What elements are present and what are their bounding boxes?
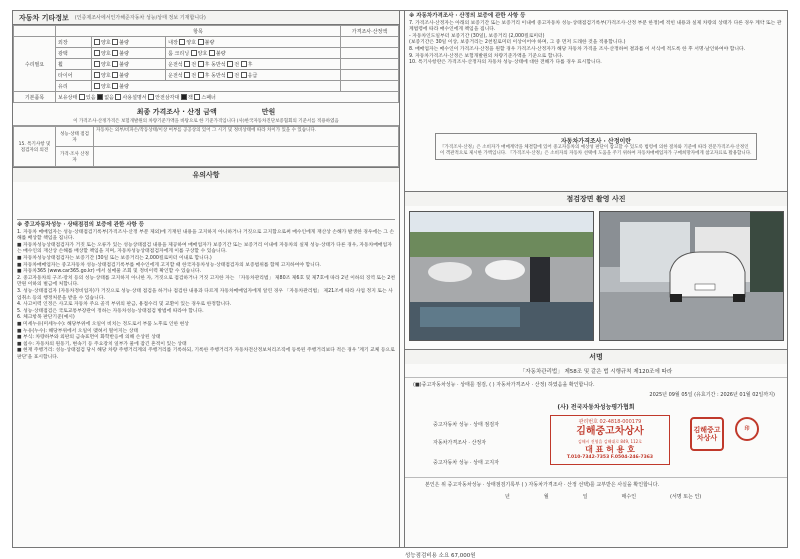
checkbox[interactable] <box>112 61 118 67</box>
checkbox[interactable] <box>94 50 100 56</box>
checkbox[interactable] <box>112 39 118 45</box>
checkbox[interactable] <box>94 83 100 89</box>
checkbox[interactable] <box>148 94 154 100</box>
left-notice: ※ 중고자동차성능 · 상태점검의 보증에 관한 사항 등 1. 자동차 매매업자는 성능·상태점검기록부(가격조사·산정 부분 제외)에 기재된 내용을 고지하지 아니하거나 거짓으로 고지함으로써 매수인에게 재산상 손해가 발생한 경우에는 그 손해를 배상할 책임을 집니다. ■ 자동차성능상태점검자가 거짓 또는 오류가 있는 성능상태점검 내용을 제공하여 매매업자가 보증기간 또는 보증거리 이내에 자동차의 실제 성능·상태가 다른 경우, 자동차매매업자는 매수인의 재산상 손해를 배상할 책임을 지며, 자동차성능상태점검자에게 이를 구상할 수 있습니다. ■ 자동차성능상태점검자는 보증기간 (30일 또는 보증거리는 2,000킬로미터 이내로 합니다.) ■ 자동차매매업자는 중고자동차 성능·상태점검기록부를 매수인에게 고지할 때 한국자동차성능·상태점검자의 보증범위를 함께 고지하여야 합니다. ■ 자동차365 (www.car365.go.kr) 에서 실매물 조회 및 정비이력 확인할 수 있습니다. 2. 중고자동차의 구조·장치 등의 성능·상태를 고지하지 아니한 자, 거짓으로 점검하거나 거짓 고지한 자는 「자동차관리법」 제80조 제6호 및 제7호에 따라 2년 이하의 징역 또는 2천만원 이하의 벌금에 처합니다. 3. 성능·상태점검자 (자동차정비업자)가 거짓으로 성능·상태 점검을 하거나 점검한 내용과 다르게 자동차매매업자에게 알린 경우 「자동차관리법」 제21조에 따라 사업 정지 또는 사업취소 등의 행정처분을 받을 수 있습니다. 4. 사고이력 인정은 사고로 자동차 주요 골격 부위의 판금, 용접수리 및 교환이 있는 경우로 한정합니다. 5. 성능·상태점검은 국토교통부장관이 정하는 자동차성능·상태점검 방법에 따라야 합니다. 6. 체크항목 판단기준(예시) ■ 미세누유(미세누수): 해당부위에 오일이 비치는 정도로서 부품 노후로 인한 현상 ■ 누유(누수): 해당부위에서 오일이 맺혀서 떨어지는 상태 ■ 부식: 차량하부와 외판의 금속표면이 화학반응에 의해 손상된 상태 ■ 침수: 자동차의 원동기, 변속기 등 주요장치 일부가 물에 잠긴 흔적이 있는 상태 ■ 현재 주행거리: 성능·상태점검 당시 해당 차량 주행거리계의 주행거리를 기록하되, 기록한 주행거리가 자동차전산정보처리조직에 등록된 주행거리보다 적은 경우 '계기 교체 등으로 판단'을 표시합니다. <box>17 219 395 361</box>
checkbox[interactable] <box>94 39 100 45</box>
round-seal-icon: 印 <box>735 417 759 441</box>
col-header-result: 가격조사·산정액 <box>341 26 399 37</box>
checkbox[interactable] <box>115 94 121 100</box>
car-garage-photo-icon <box>600 212 784 341</box>
checkbox[interactable] <box>97 94 103 100</box>
checkbox[interactable] <box>112 83 118 89</box>
checkbox[interactable] <box>191 50 197 56</box>
checkbox[interactable] <box>241 72 247 78</box>
basic-items-label: 기본품목 <box>14 92 56 103</box>
price-definition-box: 자동차가격조사 · 산정이란 『가격조사·산정』은 소비자가 매매계약을 체결함에 있어 중고자동차의 예상성 판단이 참고할 수 있도록 법령에 의한 절차와 기준에 따라 전문가격조사·산정인이 객관적으로 제시한 가액입니다. 『가격조사·산정』은 소비자의 자동차 선택에 도움을 주기 위하여 자동차매매업자가 구매희망자에게 참고자료로 활용합니다. <box>435 133 757 160</box>
left-column <box>13 11 400 547</box>
special-notes-table: 15. 특기사항 및 점검자의 의견 성능·상태 점검자 자동차는 외부/비파손/작동상태/이상 여부를 공공상의 있어 그 시기 및 정비상태에 따라 차이가 있을 수 있습니다. 가격·조사 산정자 <box>13 126 399 167</box>
repair-group-label: 수리필요 <box>14 37 56 92</box>
company-seal: 김해중고차상사 <box>690 417 724 451</box>
checkbox[interactable] <box>184 72 190 78</box>
right-column <box>404 11 787 547</box>
checkbox[interactable] <box>79 94 85 100</box>
inspection-photo-right <box>599 211 784 341</box>
inspection-record-sheet <box>12 10 788 559</box>
checkbox[interactable] <box>241 61 247 67</box>
footer-fee: 성능점검비용 소요 67,000원 <box>405 553 476 559</box>
checkbox[interactable] <box>179 39 185 45</box>
sign-title: 서명 <box>405 349 787 364</box>
col-header-item: 항목 <box>56 26 341 37</box>
inspection-photo-left <box>409 211 594 341</box>
checkbox[interactable] <box>198 61 204 67</box>
checkbox[interactable] <box>184 61 190 67</box>
repair-table: 항목 가격조사·산정액 수리필요 외장 양호 불량 내장 양호 불량 광택 양호 불량 룸 크리닝 양호 불량 휠 양호 불량 운전석 전 후 동반석 전 후 타이어 양호 불량 운전석 전 후 동반석 전 응급 유리 양호 불량 기본품목 보유상태 있음 없음 사용설명서 안전삼각대 잭 스패너 <box>13 25 399 103</box>
checkbox[interactable] <box>94 72 100 78</box>
checkbox[interactable] <box>198 39 204 45</box>
checkbox[interactable] <box>198 72 204 78</box>
final-price: 최종 가격조사 · 산정 금액 만원 <box>136 108 276 116</box>
checkbox[interactable] <box>209 50 215 56</box>
signers: 중고자동차 성능 · 상태 점검자 자동차가격조사 · 산정자 중고자동차 성능 · 상태 고지자 관리번호 02-4818-000179 김해중고차상사 김해시 진영읍 김해대로 849, 112호 대 표 허 용 호 T.010-7342-7353 F.0504-246-7363 김해중고차상사 印 <box>405 413 787 477</box>
caution-title: 유의사항 <box>13 167 399 182</box>
checkbox[interactable] <box>112 72 118 78</box>
receipt-line: 년 월 일 매수인 (서명 또는 인) <box>505 494 702 500</box>
checkbox[interactable] <box>181 94 187 100</box>
other-info-header: 자동차 기타정보 (인증제조사에서인가해준자동차 성능/상태 정보 기재합니다) <box>13 11 399 25</box>
price-note: 이 가격조사·산정가격은 보험개발원의 차량기준가액을 바탕으로 한 기준가격입니다 (사)한국자동차진단보증협회의 기준서를 적용하였음 <box>13 119 399 126</box>
car-lift-photo-icon <box>410 212 594 341</box>
photo-title: 점검장면 촬영 사진 <box>405 191 787 206</box>
dealer-stamp: 관리번호 02-4818-000179 김해중고차상사 김해시 진영읍 김해대로 849, 112호 대 표 허 용 호 T.010-7342-7353 F.0504-246-7363 <box>550 415 670 465</box>
sign-block: 「자동차관리법」 제58조 및 같은 법 시행규칙 제120조에 따라 (■)중고자동차성능 · 상태를 점검, ( ) 자동차가격조사 · 산정) 하였음을 확인합니다. 2025년 09월 05일 (유효기간 : 2026년 01월 02일까지) (사) 전국자동차성능평가협회 중고자동차 성능 · 상태 점검자 자동차가격조사 · 산정자 중고자동차 성능 · 상태 고지자 관리번호 02-4818-000179 김해중고차상사 김해시 진영읍 김해대로 849, 112호 대 표 허 용 호 T.010-7342-7353 F.0504-246-7363 김해중고차상사 印 본인은 위 중고자동차성능 · 상태점검기록부 ( ) 자동차가격조사 · 산정 선택)를 교부받은 사실을 확인합니다. 년 월 일 매수인 (서명 또는 인) <box>405 365 787 502</box>
right-notice: ※ 자동차가격조사 · 산정의 보증에 관한 사항 등 7. 가격조사·산정자는 아래의 보증기간 또는 보증거리 이내에 중고자동차 성능·상태점검기록부(가격조사·산정 부분 한정)에 적힌 내용과 실제 차량의 상태가 다른 경우 계약 또는 관계법령에 따라 매수인에게 책임을 집니다. - 자동차인도일부터 보증기간 (30일), 보증거리 (2,000킬로미터) (보증기간은 30일 이상, 보증거리는 2천킬로미터 이상이어야 하며, 그 중 먼저 도래한 것을 적용합니다.) 8. 매매업자는 매수인이 가격조사·산정을 원할 경우 가격조사·산정자가 해당 자동차 가격을 조사·산정하여 결과를 이 서식에 적도록 한 후 서명·날인하여야 합니다. 9. 자동차가격조사·산정은 보험개발원의 차량기준가액을 기준으로 합니다. 10. 특기사항란은 가격조사·산정자의 자동차 성능·상태에 대한 전해가 다를 경우 표시합니다. <box>409 13 782 66</box>
checkbox[interactable] <box>94 61 100 67</box>
checkbox[interactable] <box>227 61 233 67</box>
checkbox[interactable] <box>227 72 233 78</box>
checkbox[interactable] <box>112 50 118 56</box>
checkbox[interactable] <box>194 94 200 100</box>
